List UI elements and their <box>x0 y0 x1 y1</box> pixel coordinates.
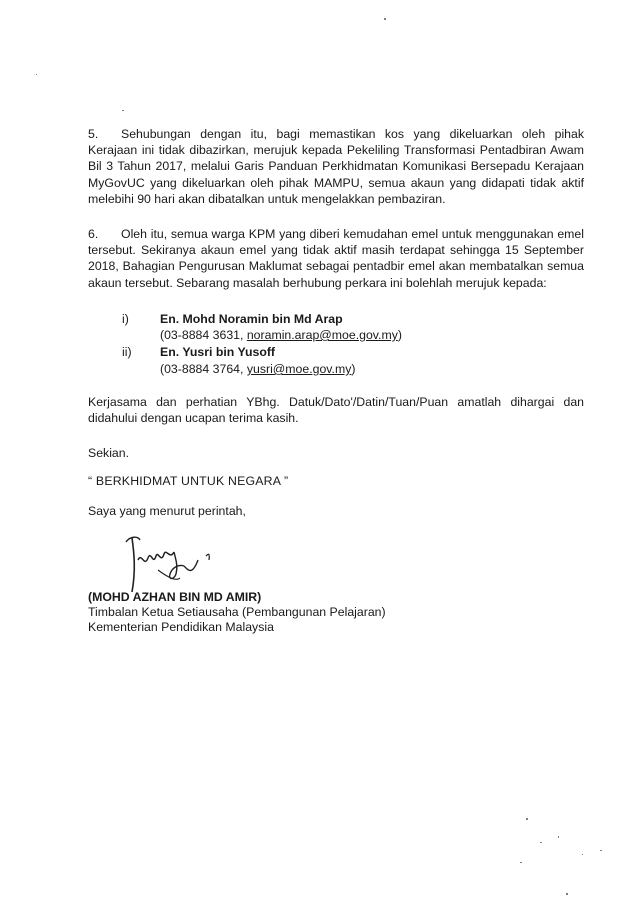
closing-line: didahului dengan ucapan terima kasih. <box>88 411 299 426</box>
contact-phone: (03-8884 3631, <box>160 328 247 342</box>
para6-number: 6. <box>88 227 99 241</box>
para6-body <box>88 226 584 291</box>
para5-number: 5. <box>88 127 99 141</box>
scan-speck <box>526 818 528 820</box>
scan-speck <box>558 836 559 838</box>
signatory-title: Timbalan Ketua Setiausaha (Pembangunan Pelajaran) <box>88 605 386 619</box>
motto-text: “ BERKHIDMAT UNTUK NEGARA ” <box>88 474 289 488</box>
para5-line: Kerajaan ini tidak dibazirkan, merujuk kepada Pekeliling Transformasi Pentadbiran Awam <box>88 143 584 158</box>
para5-line: melebihi 90 hari akan dibatalkan untuk mengelakkan pembaziran. <box>88 191 446 206</box>
para6-line: akaun tersebut. Sebarang masalah berhubung perkara ini bolehlah merujuk kepada: <box>88 275 547 290</box>
para5-line: Bil 3 Tahun 2017, melalui Garis Panduan Perkhidmatan Komunikasi Bersepadu Kerajaan <box>88 159 584 174</box>
scan-speck <box>36 74 37 75</box>
sekian-text: Sekian. <box>88 446 130 460</box>
contact-name: En. Mohd Noramin bin Md Arap <box>160 312 343 326</box>
para6-line: tersebut. Sekiranya akaun emel yang tidak aktif masih terdapat sehingga 15 September <box>88 243 584 258</box>
contact-details <box>160 327 402 343</box>
para5-line: MyGovUC yang dikeluarkan oleh pihak MAMPU, semua akaun yang didapati tidak aktif <box>88 175 584 190</box>
scan-speck <box>582 854 583 855</box>
contact-email-link[interactable]: noramin.arap@moe.gov.my <box>246 328 398 342</box>
contact-marker: i) <box>122 312 129 326</box>
para5-line: Sehubungan dengan itu, bagi memastikan kos yang dikeluarkan oleh pihak <box>121 127 584 141</box>
contact-marker: ii) <box>122 345 132 359</box>
scan-speck <box>540 842 542 843</box>
contact-email-link[interactable]: yusri@moe.gov.my <box>246 362 352 376</box>
contact-close: ) <box>397 328 402 342</box>
closing-line: Kerjasama dan perhatian YBhg. Datuk/Dato'/Datin/Tuan/Puan amatlah dihargai dan <box>88 395 584 409</box>
para6-line: Oleh itu, semua warga KPM yang diberi kemudahan emel untuk menggunakan emel <box>121 227 584 241</box>
para6-line: 2018, Bahagian Pengurusan Maklumat sebagai pentadbir emel akan membatalkan semua <box>88 259 584 274</box>
closing-body <box>88 394 584 426</box>
contact-phone: (03-8884 3764, <box>160 362 247 376</box>
contact-close: ) <box>351 362 356 376</box>
scan-speck <box>384 18 386 20</box>
signatory-org: Kementerian Pendidikan Malaysia <box>88 620 274 634</box>
para5-body <box>88 126 584 207</box>
contact-name: En. Yusri bin Yusoff <box>160 345 276 359</box>
scan-speck <box>122 110 124 111</box>
saya-text: Saya yang menurut perintah, <box>88 504 246 518</box>
scan-speck <box>520 862 522 863</box>
contact-details <box>160 361 355 377</box>
signatory-name: (MOHD AZHAN BIN MD AMIR) <box>88 590 262 604</box>
scan-speck <box>566 893 568 895</box>
scan-speck <box>600 850 602 851</box>
